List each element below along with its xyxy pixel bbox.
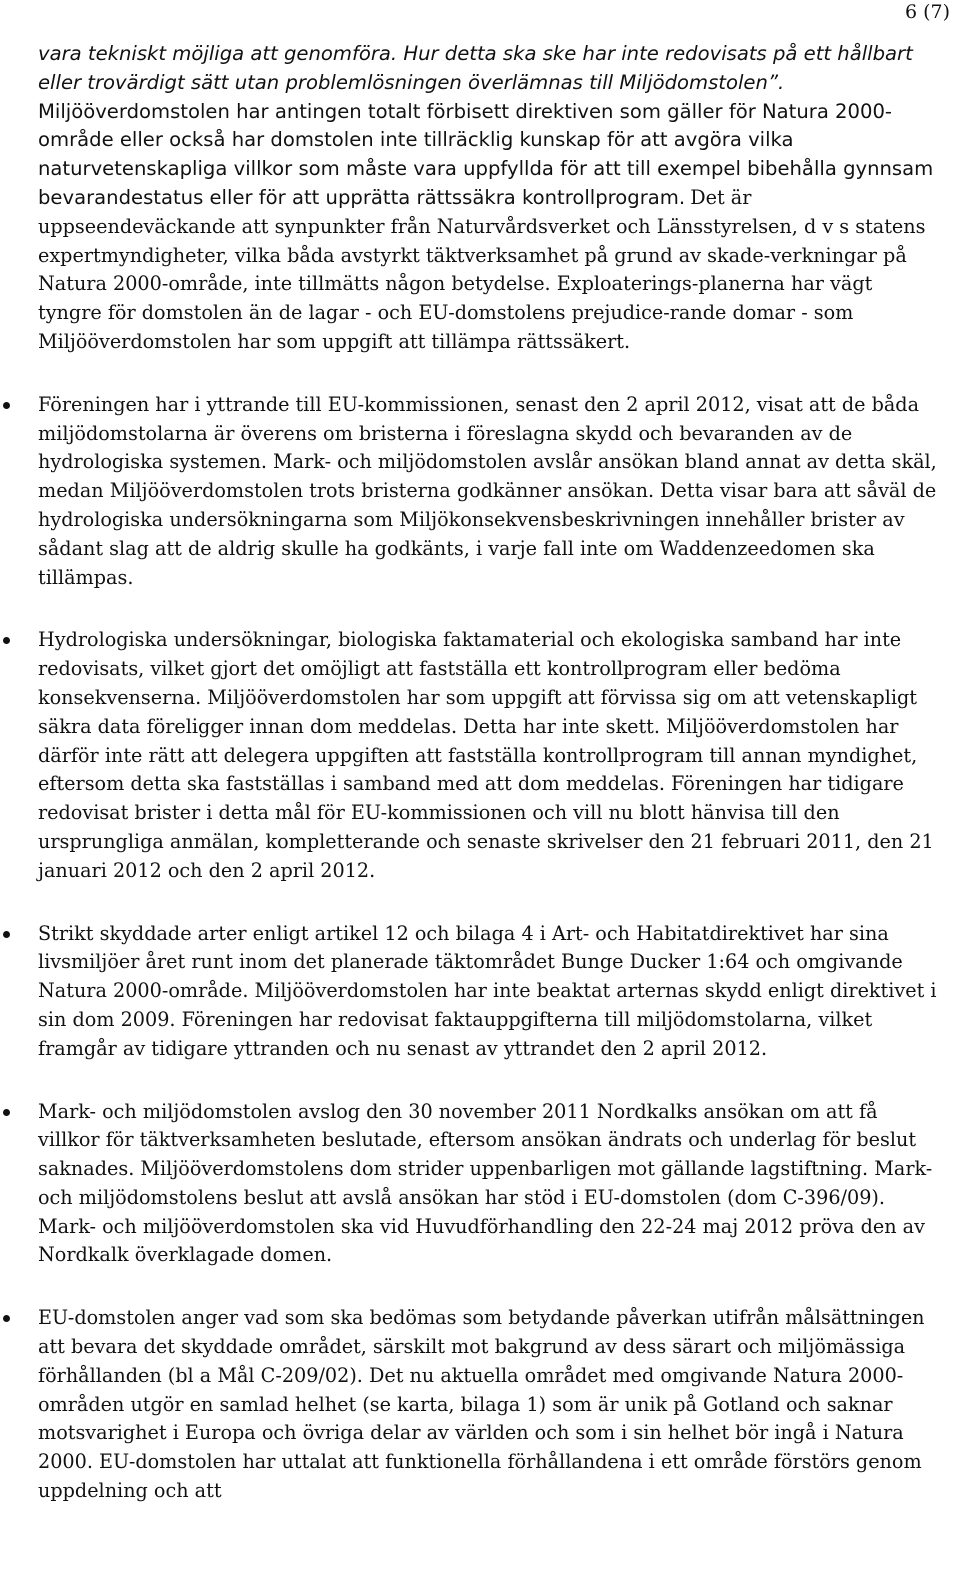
intro-paragraph xyxy=(38,40,938,357)
list-item xyxy=(38,626,938,885)
list-item-text: Föreningen har i yttrande till EU-kommissionen, senast den 2 april 2012, visat att de båda miljödomstolarna är överens om bristerna i föreslagna skydd och bevaranden av de hydrologiska systemen. Mark- och miljödomstolen avslår ansökan bland annat av detta skäl, medan Miljööverdomstolen trots bristerna godkänner ansökan. Detta visar bara att såväl de hydrologiska undersökningarna som Miljökonsekvensbeskrivningen innehåller brister av sådant slag att de aldrig skulle ha godkänts, i varje fall inte om Waddenzeedomen ska tillämpas. xyxy=(38,392,937,589)
document-body xyxy=(38,40,938,1540)
bullet-icon xyxy=(3,1109,10,1116)
list-item-text: Strikt skyddade arter enligt artikel 12 och bilaga 4 i Art- och Habitatdirektivet har sina livsmiljöer året runt inom det planerade täktområdet Bunge Ducker 1:64 och omgivande Natura 2000-område. Miljööverdomstolen har inte beaktat arternas skydd enligt direktivet i sin dom 2009. Föreningen har redovisat faktauppgifterna till miljödomstolarna, vilket framgår av tidigare yttranden och nu senast av yttrandet den 2 april 2012. xyxy=(38,921,937,1060)
page-number: 6 (7) xyxy=(904,1,950,23)
list-item xyxy=(38,1304,938,1506)
list-item xyxy=(38,920,938,1064)
list-item xyxy=(38,1098,938,1271)
intro-sans-text: Miljööverdomstolen har antingen totalt förbisett direktiven som gäller för Natura 2000-område eller också har domstolen inte tillräcklig kunskap för att avgöra vilka naturvetenskapliga villkor som måste vara uppfyllda för att till exempel bibehålla gynnsam bevarandestatus eller för att upprätta rättssäkra kontrollprogram. xyxy=(38,99,934,209)
bullet-icon xyxy=(3,1315,10,1322)
bullet-icon xyxy=(3,931,10,938)
list-item-text: Hydrologiska undersökningar, biologiska faktamaterial och ekologiska samband har inte redovisats, vilket gjort det omöjligt att fastställa ett kontrollprogram eller bedöma konsekvenserna. Miljööverdomstolen har som uppgift att förvissa sig om att vetenskapligt säkra data föreligger innan dom meddelas. Detta har inte skett. Miljööverdomstolen har därför inte rätt att delegera uppgiften att fastställa kontrollprogram till annan myndighet, eftersom detta ska fastställas i samband med att dom meddelas. Föreningen har tidigare redovisat brister i detta mål för EU-kommissionen och vill nu blott hänvisa till den ursprungliga anmälan, kompletterande och senaste skrivelser den 21 februari 2011, den 21 januari 2012 och den 2 april 2012. xyxy=(38,628,934,882)
list-item-text: Mark- och miljödomstolen avslog den 30 november 2011 Nordkalks ansökan om att få villkor för täktverksamheten beslutade, eftersom ansökan ändrats och underlag för beslut saknades. Miljööverdomstolens dom strider uppenbarligen mot gällande lagstiftning. Mark- och miljödomstolens beslut att avslå ansökan har stöd i EU-domstolen (dom C-396/09). Mark- och miljööverdomstolen ska vid Huvudförhandling den 22-24 maj 2012 pröva den av Nordkalk överklagade domen. xyxy=(38,1099,933,1267)
quoted-text: vara tekniskt möjliga att genomföra. Hur detta ska ske har inte redovisats på ett hållbart eller trovärdigt sätt utan problemlösningen överlämnas till Miljödomstolen”. xyxy=(38,42,913,94)
bullet-list xyxy=(38,391,938,1506)
list-item-text: EU-domstolen anger vad som ska bedömas som betydande påverkan utifrån målsättningen att bevara det skyddade området, särskilt mot bakgrund av dess särart och miljömässiga förhållanden (bl a Mål C-209/02). Det nu aktuella området med omgivande Natura 2000-områden utgör en samlad helhet (se karta, bilaga 1) som är unik på Gotland och saknar motsvarighet i Europa och övriga delar av världen och som i sin helhet bör ingå i Natura 2000. EU-domstolen har uttalat att funktionella förhållandena i ett område förstörs genom uppdelning och att xyxy=(38,1306,925,1503)
intro-serif-text: Det är uppseendeväckande att synpunkter från Naturvårdsverket och Länsstyrelsen, d v s statens expertmyndigheter, vilka båda avstyrkt täktverksamhet på grund av skade-verkningar på Natura 2000-område, inte tillmätts någon betydelse. Exploaterings-planerna har vägt tyngre för domstolen än de lagar - och EU-domstolens prejudice-rande domar - som Miljööverdomstolen har som uppgift att tillämpa rättssäkert. xyxy=(38,185,926,353)
bullet-icon xyxy=(3,637,10,644)
bullet-icon xyxy=(3,402,10,409)
list-item xyxy=(38,391,938,593)
